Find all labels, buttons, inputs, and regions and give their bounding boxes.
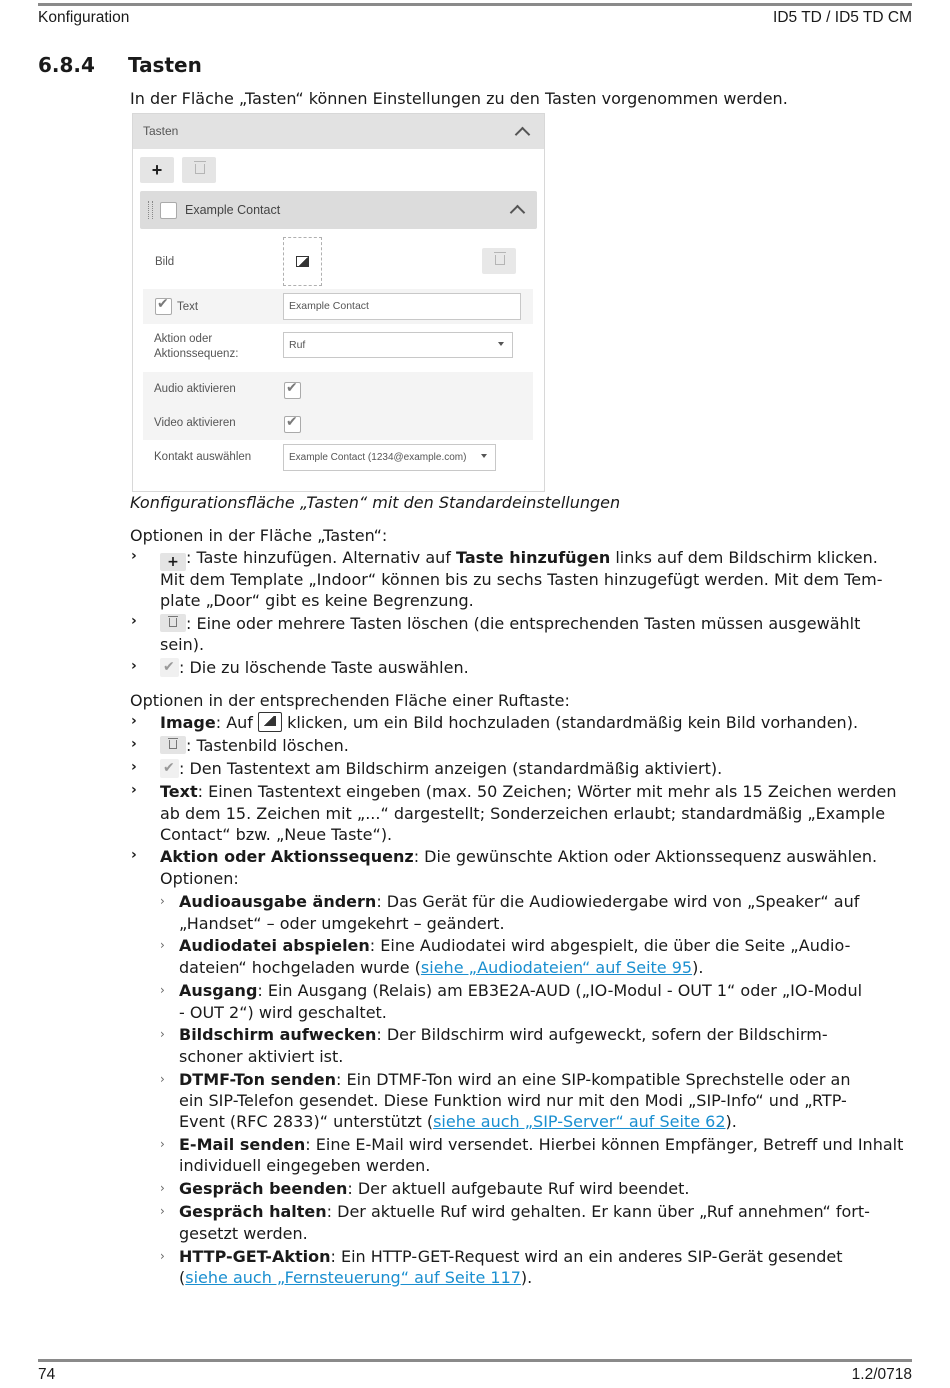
- tasten-panel-header[interactable]: [133, 114, 544, 149]
- sub-bullet-icon: ›: [160, 1249, 165, 1263]
- header-chapter: Konfiguration: [38, 9, 130, 26]
- text-label: Text: [177, 301, 199, 313]
- link-sip-server[interactable]: siehe auch „SIP-Server“ auf Seite 62: [433, 1112, 726, 1131]
- sub-bullet-icon: ›: [160, 1181, 165, 1195]
- item-bold: Aktion oder Aktionssequenz: [160, 847, 414, 866]
- item-bold: Audiodatei abspielen: [179, 936, 370, 955]
- header-product: ID5 TD / ID5 TD CM: [773, 9, 912, 26]
- options-heading: Optionen in der Fläche „Tasten“:: [130, 526, 388, 545]
- video-label: Video aktivieren: [154, 417, 236, 429]
- item-bold: Image: [160, 713, 216, 732]
- item-text: : Einen Tastentext eingeben (max. 50 Zeichen; Wörter mit mehr als 15 Zeichen werden: [197, 782, 897, 801]
- item-text: klicken, um ein Bild hochzuladen (standardmäßig kein Bild vorhanden).: [282, 713, 859, 732]
- sub-bullet-icon: ›: [160, 1027, 165, 1041]
- item-text: individuell eingegeben werden.: [179, 1156, 431, 1175]
- bullet-icon: ›: [131, 759, 137, 775]
- sub-bullet-icon: ›: [160, 894, 165, 908]
- item-text: : Auf: [215, 713, 259, 732]
- item-text: Event (RFC 2833)“ unterstützt (: [179, 1112, 434, 1131]
- header-rule: [38, 3, 912, 6]
- item-bold: Text: [160, 782, 198, 801]
- item-text: : Tastenbild löschen.: [186, 736, 349, 755]
- sub-bullet-icon: ›: [160, 1072, 165, 1086]
- list-item: [160, 758, 722, 779]
- item-text: (: [179, 1268, 186, 1287]
- item-bold: Gespräch halten: [179, 1202, 327, 1221]
- drag-handle-icon[interactable]: [148, 201, 153, 219]
- aktion-select[interactable]: [283, 332, 513, 358]
- trash-icon: [160, 614, 186, 632]
- sub-item: [179, 935, 850, 956]
- tasten-panel-title: Tasten: [143, 124, 179, 138]
- sub-bullet-icon: ›: [160, 983, 165, 997]
- contact-key-name: Example Contact: [185, 203, 281, 217]
- contact-key-header[interactable]: [140, 191, 537, 229]
- kontakt-select-value: Example Contact (1234@example.com): [289, 452, 467, 463]
- sub-item: [179, 1201, 870, 1222]
- sub-bullet-icon: ›: [160, 1137, 165, 1151]
- item-text: „Handset“ – oder umgekehrt – geändert.: [179, 914, 505, 933]
- section-number: 6.8.4: [38, 53, 95, 77]
- list-item: [160, 547, 878, 571]
- aktion-select-value: Ruf: [289, 339, 306, 351]
- delete-key-button[interactable]: [182, 157, 216, 183]
- sub-bullet-icon: ›: [160, 938, 165, 952]
- item-bold: Ausgang: [179, 981, 258, 1000]
- list-item: [160, 735, 349, 756]
- dropdown-caret-icon: [498, 342, 504, 346]
- audio-checkbox[interactable]: [284, 382, 301, 399]
- trash-icon: [160, 736, 186, 754]
- kontakt-select[interactable]: [283, 444, 496, 471]
- item-text: - OUT 2“) wird geschaltet.: [179, 1003, 387, 1022]
- item-bold: Taste hinzufügen: [455, 548, 611, 567]
- sub-item: [179, 1134, 903, 1155]
- item-text: : Die gewünschte Aktion oder Aktionssequenz auswählen.: [413, 847, 878, 866]
- item-text: : Eine Audiodatei wird abgespielt, die über die Seite „Audio-: [369, 936, 851, 955]
- list-item: [160, 657, 469, 678]
- item-text: ).: [725, 1112, 737, 1131]
- image-icon: [258, 712, 282, 732]
- trash-icon: [495, 255, 505, 265]
- item-text: : Eine E-Mail wird versendet. Hierbei können Empfänger, Betreff und Inhalt: [305, 1135, 904, 1154]
- bild-label: Bild: [155, 256, 175, 268]
- chevron-up-icon[interactable]: [515, 127, 531, 143]
- item-text: : Ein DTMF-Ton wird an eine SIP-kompatible Sprechstelle oder an: [336, 1070, 851, 1089]
- bullet-icon: ›: [131, 847, 137, 863]
- bullet-icon: ›: [131, 658, 137, 674]
- item-bold: HTTP-GET-Aktion: [179, 1247, 331, 1266]
- item-text: dateien“ hochgeladen wurde (: [179, 958, 421, 977]
- chevron-up-icon[interactable]: [510, 205, 526, 221]
- checkmark-icon: [160, 759, 179, 778]
- sub-item: [179, 1024, 828, 1045]
- item-text: [179, 957, 703, 978]
- key-select-checkbox[interactable]: [160, 202, 177, 219]
- sub-item: [179, 891, 859, 912]
- item-text: Mit dem Template „Indoor“ können bis zu sechs Tasten hinzugefügt werden. Mit dem Tem-: [160, 570, 883, 589]
- key-text-input[interactable]: Example Contact: [283, 293, 521, 320]
- item-text: [179, 1267, 532, 1288]
- item-text: [179, 1111, 737, 1132]
- section-title: Tasten: [128, 53, 202, 77]
- list-item: [160, 781, 896, 802]
- trash-icon: [195, 164, 205, 174]
- sub-item: [179, 980, 862, 1001]
- list-item: [160, 613, 860, 634]
- item-text: : Das Gerät für die Audiowiedergabe wird von „Speaker“ auf: [376, 892, 860, 911]
- item-bold: E-Mail senden: [179, 1135, 306, 1154]
- ruftaste-heading: Optionen in der entsprechenden Fläche einer Ruftaste:: [130, 691, 570, 710]
- bullet-icon: ›: [131, 548, 137, 564]
- bullet-icon: ›: [131, 613, 137, 629]
- image-icon: [296, 256, 309, 267]
- item-text: sein).: [160, 635, 205, 654]
- item-text: ab dem 15. Zeichen mit „...“ dargestellt; Sonderzeichen erlaubt; standardmäßig „Example: [160, 804, 886, 823]
- section-intro: In der Fläche „Tasten“ können Einstellungen zu den Tasten vorgenommen werden.: [130, 89, 788, 108]
- bullet-icon: ›: [131, 736, 137, 752]
- item-text: : Der aktuelle Ruf wird gehalten. Er kann über „Ruf annehmen“ fort-: [326, 1202, 870, 1221]
- sub-item: [179, 1178, 690, 1199]
- sub-item: [179, 1069, 850, 1090]
- bild-row: [143, 236, 533, 286]
- item-text: ein SIP-Telefon gesendet. Diese Funktion wird nur mit den Modi „SIP-Info“ und „RTP-: [179, 1091, 847, 1110]
- item-bold: Audioausgabe ändern: [179, 892, 377, 911]
- bullet-icon: ›: [131, 782, 137, 798]
- item-bold: Bildschirm aufwecken: [179, 1025, 377, 1044]
- checkmark-icon: [160, 658, 179, 677]
- item-text: : Die zu löschende Taste auswählen.: [179, 658, 469, 677]
- kontakt-label: Kontakt auswählen: [154, 451, 252, 463]
- tasten-screenshot: [132, 113, 545, 492]
- item-text: ).: [692, 958, 704, 977]
- link-fernsteuerung[interactable]: siehe auch „Fernsteuerung“ auf Seite 117: [185, 1268, 521, 1287]
- item-bold: Gespräch beenden: [179, 1179, 348, 1198]
- document-version: 1.2/0718: [851, 1366, 912, 1383]
- item-text: ).: [520, 1268, 533, 1287]
- footer-rule: [38, 1359, 912, 1362]
- list-item: [160, 712, 858, 733]
- sub-item: [179, 1246, 843, 1267]
- video-checkbox[interactable]: [284, 416, 301, 433]
- item-text: : Der Bildschirm wird aufgeweckt, sofern der Bildschirm-: [376, 1025, 828, 1044]
- plus-icon: +: [160, 553, 186, 571]
- item-text: Contact“ bzw. „Neue Taste“).: [160, 825, 393, 844]
- show-text-checkbox[interactable]: [155, 298, 172, 315]
- audio-label: Audio aktivieren: [154, 383, 236, 395]
- item-text: schoner aktiviert ist.: [179, 1047, 344, 1066]
- item-text: gesetzt werden.: [179, 1224, 308, 1243]
- bullet-icon: ›: [131, 713, 137, 729]
- aktion-label: Aktion oder Aktionssequenz:: [154, 333, 239, 360]
- item-text: plate „Door“ gibt es keine Begrenzung.: [160, 591, 474, 610]
- item-text: links auf dem Bildschirm klicken.: [610, 548, 878, 567]
- dropdown-caret-icon: [481, 454, 487, 458]
- item-text: : Eine oder mehrere Tasten löschen (die entsprechenden Tasten müssen ausgewählt: [186, 614, 861, 633]
- image-upload-box[interactable]: [283, 237, 322, 286]
- item-text: : Ein HTTP-GET-Request wird an ein anderes SIP-Gerät gesendet: [330, 1247, 843, 1266]
- list-item: [160, 846, 877, 867]
- page-number: 74: [38, 1366, 56, 1383]
- item-text: Optionen:: [160, 869, 239, 888]
- sub-bullet-icon: ›: [160, 1204, 165, 1218]
- item-text: : Den Tastentext am Bildschirm anzeigen (standardmäßig aktiviert).: [179, 759, 723, 778]
- add-key-button[interactable]: +: [140, 157, 174, 183]
- figure-caption: Konfigurationsfläche „Tasten“ mit den Standardeinstellungen: [130, 493, 621, 512]
- item-text: : Der aktuell aufgebaute Ruf wird beendet.: [347, 1179, 690, 1198]
- item-text: : Taste hinzufügen. Alternativ auf: [186, 548, 456, 567]
- link-audiodateien[interactable]: siehe „Audiodateien“ auf Seite 95: [420, 958, 693, 977]
- item-bold: DTMF-Ton senden: [179, 1070, 337, 1089]
- delete-image-button[interactable]: [482, 248, 516, 274]
- item-text: : Ein Ausgang (Relais) am EB3E2A-AUD („IO-Modul - OUT 1“ oder „IO-Modul: [257, 981, 863, 1000]
